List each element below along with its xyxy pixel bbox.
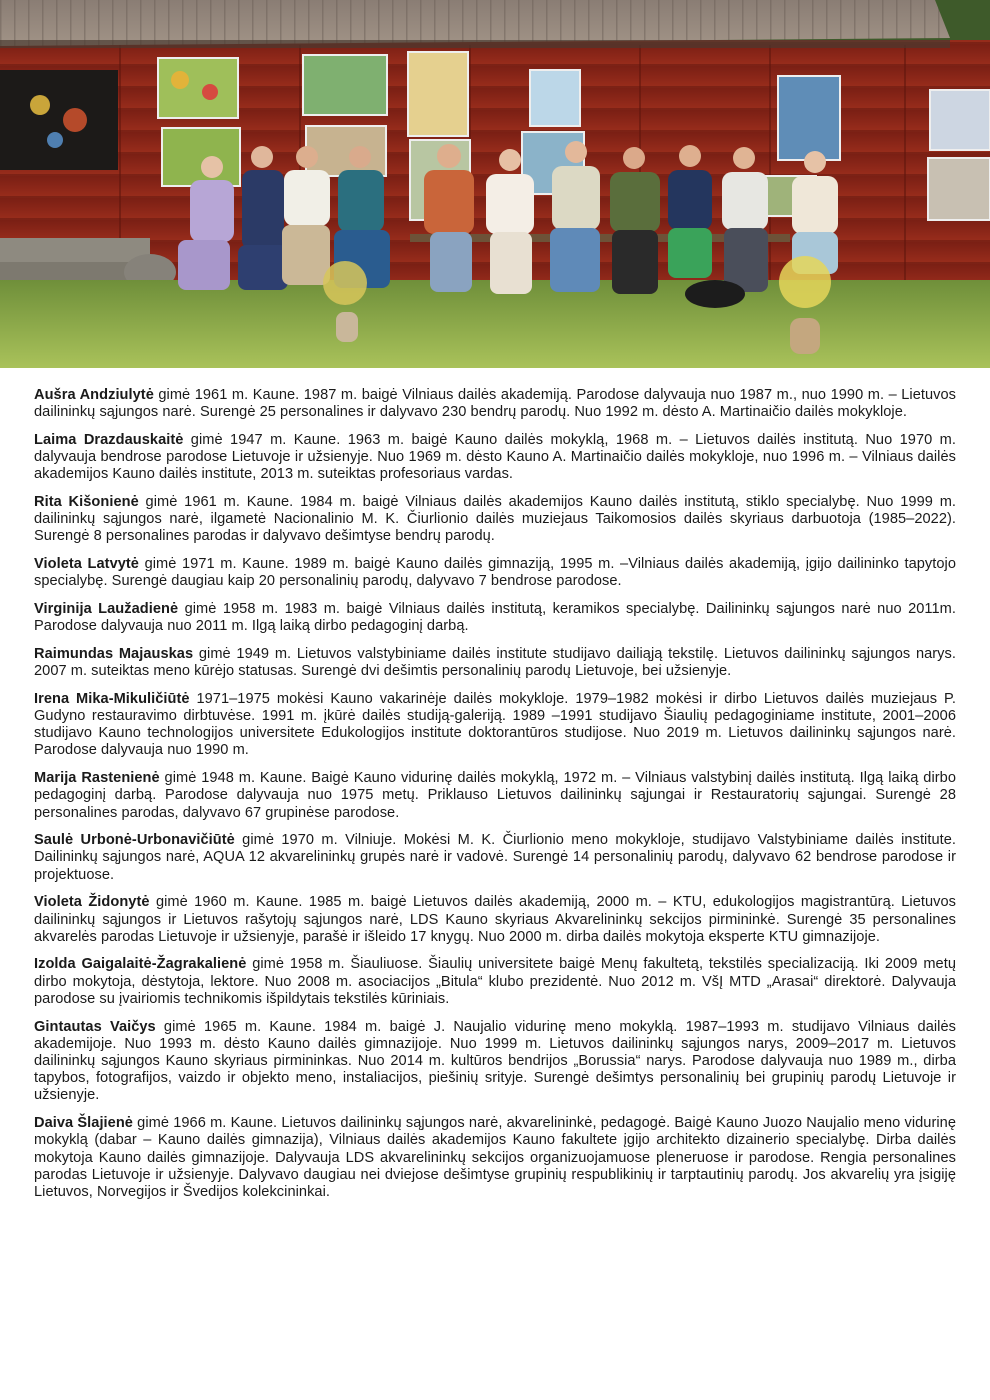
bio-text: gimė 1958 m. 1983 m. baigė Vilniaus dailės institutą, keramikos specialybę. Dailininkų sąjungos narė nuo 2011m. Parodose dalyvauja nuo 2011 m. Ilgą laiką dirbo pedagoginį darbą.: [34, 601, 956, 635]
bio-text: gimė 1949 m. Lietuvos valstybiniame dailės institute studijavo dailiąją tekstilę. Lietuvos dailininkų sąjungos narys. 2007 m. suteiktas meno kūrėjo statusas. Surengė dvi dešimtis personalinių parodų Lietuvoje, bei užsienyje.: [34, 645, 956, 680]
bio-text: gimė 1958 m. Šiauliuose. Šiaulių universitete baigė Menų fakultetą, tekstilės specializaciją. Iki 2009 metų dirbo mokytoja, dėstytoja, lektore. Nuo 2008 m. asociacijos „Bitula“ klubo prezidentė. Nuo 2012 m. VšĮ MTD „Arasai“ direktorė. Dalyvauja parodose su įvairiomis technikomis išpildytais tekstilės kūriniais.: [34, 956, 956, 1007]
biographies: [34, 387, 956, 1212]
bio-name: Rita Kišonienė: [34, 494, 139, 511]
bio-entry: [34, 494, 956, 546]
bio-text: gimė 1961 m. Kaune. 1984 m. baigė Vilniaus dailės akademijos Kauno dailės institutą, stiklo specialybę. Nuo 1999 m. dailininkų sąjungos narė, ilgametė Nacionalinio M. K. Čiurlionio dailės muziejaus Taikomosios dailės skyriaus darbuotoja (1985–2022). Surengė 8 personalines parodas ir dalyvavo dešimtyse bendrų parodų.: [34, 494, 957, 545]
bio-name: Violeta Latvytė: [34, 556, 139, 573]
bio-name: Laima Drazdauskaitė: [34, 431, 184, 448]
bio-text: gimė 1947 m. Kaune. 1963 m. baigė Kauno dailės mokyklą, 1968 m. – Lietuvos dailės institutą. Nuo 1970 m. dalyvauja bendrose parodose Lietuvoje ir užsienyje. Nuo 1969 m. dėsto Kauno A. Martinaičio dailės mokykloje, nuo 1996 m. – Vilniaus dailės akademijos Kauno dailės institute, 2013 m. suteiktas profesoriaus vardas.: [34, 431, 956, 483]
bio-text: 1971–1975 mokėsi Kauno vakarinėje dailės mokykloje. 1979–1982 mokėsi ir dirbo Lietuvos dailės muziejaus P. Gudyno restauravimo dirbtuvėse. 1991 m. įkūrė dailės studiją-galeriją. 1989 –1991 studijavo Šiaulių pedagoginiame institute, 2001–2006 studijavo Kauno technologijos universitete Edukologijos institute doktorantūros studijose. Nuo 2019 m. Lietuvos dailininkų sąjungos narė. Parodose dalyvauja nuo 1990 m.: [34, 690, 956, 759]
group-photo: [0, 0, 990, 368]
bio-name: Irena Mika-Mikuličiūtė: [34, 690, 190, 707]
tapestry: [0, 70, 118, 170]
bio-entry: [34, 832, 956, 884]
bio-name: Marija Rastenienė: [34, 770, 160, 787]
bio-name: Izolda Gaigalaitė-Žagrakalienė: [34, 956, 247, 973]
bio-name: Daiva Šlajienė: [34, 1115, 133, 1132]
bio-entry: [34, 556, 956, 590]
bio-text: gimė 1960 m. Kaune. 1985 m. baigė Lietuvos dailės akademiją, 2000 m. – KTU, edukologijos magistrantūrą. Lietuvos dailininkų sąjungos ir Lietuvos rašytojų sąjungos narė, LDS Kauno skyriaus Akvarelininkų sekcijos pirmininkė. Surengė 35 personalines akvarelės parodas Lietuvoje ir užsienyje, parašė ir išleido 17 knygų. Nuo 2000 m. dirba dailės mokytoja eksperte KTU gimnazijoje.: [34, 894, 956, 945]
bio-text: gimė 1971 m. Kaune. 1989 m. baigė Kauno dailės gimnaziją, 1995 m. –Vilniaus dailės akademiją, įgijo dailininko tapytojo specialybę. Surengė daugiau kaip 20 personalinių parodų, dalyvavo 7 bendrose parodose.: [34, 556, 956, 590]
bio-entry: [34, 956, 956, 1008]
bio-text: gimė 1948 m. Kaune. Baigė Kauno vidurinę dailės mokyklą, 1972 m. – Vilniaus valstybinį dailės institutą. Ilgą laiką dirbo pedagoginį darbą. Parodose dalyvauja nuo 1975 metų. Priklauso Lietuvos dailininkų sąjungai ir Restauratorių sąjungai. Surengė 28 personalines parodas, dalyvavo 67 grupinėse parodose.: [34, 770, 957, 821]
bio-entry: [34, 601, 956, 635]
bio-entry: [34, 387, 956, 421]
bio-entry: [34, 432, 956, 484]
bio-name: Virginija Laužadienė: [34, 601, 179, 618]
bio-entry: [34, 1019, 956, 1105]
bio-entry: [34, 1115, 956, 1201]
bio-name: Gintautas Vaičys: [34, 1018, 156, 1035]
bio-entry: [34, 894, 956, 946]
bio-name: Saulė Urbonė-Urbonavičiūtė: [34, 832, 235, 849]
bio-text: gimė 1970 m. Vilniuje. Mokėsi M. K. Čiurlionio meno mokykloje, studijavo Valstybiniame dailės institute. Dailininkų sąjungos narė, AQUA 12 akvarelininkų grupės narė ir vadovė. Surengė 14 personalinių parodų, dalyvavo 62 bendrose parodose ir projektuose.: [34, 832, 956, 883]
bio-entry: [34, 770, 956, 822]
bio-text: gimė 1961 m. Kaune. 1987 m. baigė Vilniaus dailės akademiją. Parodose dalyvauja nuo 1987 m., nuo 1990 m. – Lietuvos dailininkų sąjungos narė. Surengė 25 personalines ir dalyvavo 230 bendrų parodų. Nuo 1992 m. dėsto A. Martinaičio dailės mokykloje.: [34, 387, 956, 421]
bio-name: Aušra Andziulytė: [34, 387, 154, 403]
bio-entry: [34, 691, 956, 760]
bio-name: Raimundas Majauskas: [34, 645, 194, 662]
bio-text: gimė 1965 m. Kaune. 1984 m. baigė J. Naujalio vidurinę meno mokyklą. 1987–1993 m. studijavo Vilniaus dailės akademijoje. Nuo 1993 m. dėsto Kauno dailės gimnazijoje. Nuo 1999 m. Lietuvos dailininkų sąjungos narys, 2009–2017 m. Lietuvos dailininkų sąjungos Kauno skyriaus pirmininkas. Nuo 2014 m. kultūros bendrijos „Borussia“ narys. Parodose dalyvauja nuo 1989 m., dirba tapybos, fotografijos, vaizdo ir objekto meno, instaliacijos, piešinių srityje. Surengė dešimtys personalinių bei grupinių parodų Lietuvoje ir užsienyje.: [34, 1018, 956, 1104]
bio-name: Violeta Židonytė: [34, 894, 150, 911]
bio-text: gimė 1966 m. Kaune. Lietuvos dailininkų sąjungos narė, akvarelininkė, pedagogė. Baigė Kauno Juozo Naujalio meno vidurinę mokyklą (dabar – Kauno dailės gimnazija), Vilniaus dailės akademijos Kauno fakultete įgijo architekto dizainerio specialybę. Dirba dailės mokytoja Kauno dailės gimnazijoje. Dalyvauja LDS akvarelininkų sekcijos organizuojamuose pleneruose ir parodose. Rengia personalines parodas Lietuvoje ir užsienyje. Dalyvavo daugiau nei dviejose dešimtyse grupinių respublikinių ir tarptautinių parodų. Jos akvarelių yra įsigiję Lietuvos, Norvegijos ir Švedijos kolekcininkai.: [34, 1115, 956, 1200]
bio-entry: [34, 646, 956, 680]
